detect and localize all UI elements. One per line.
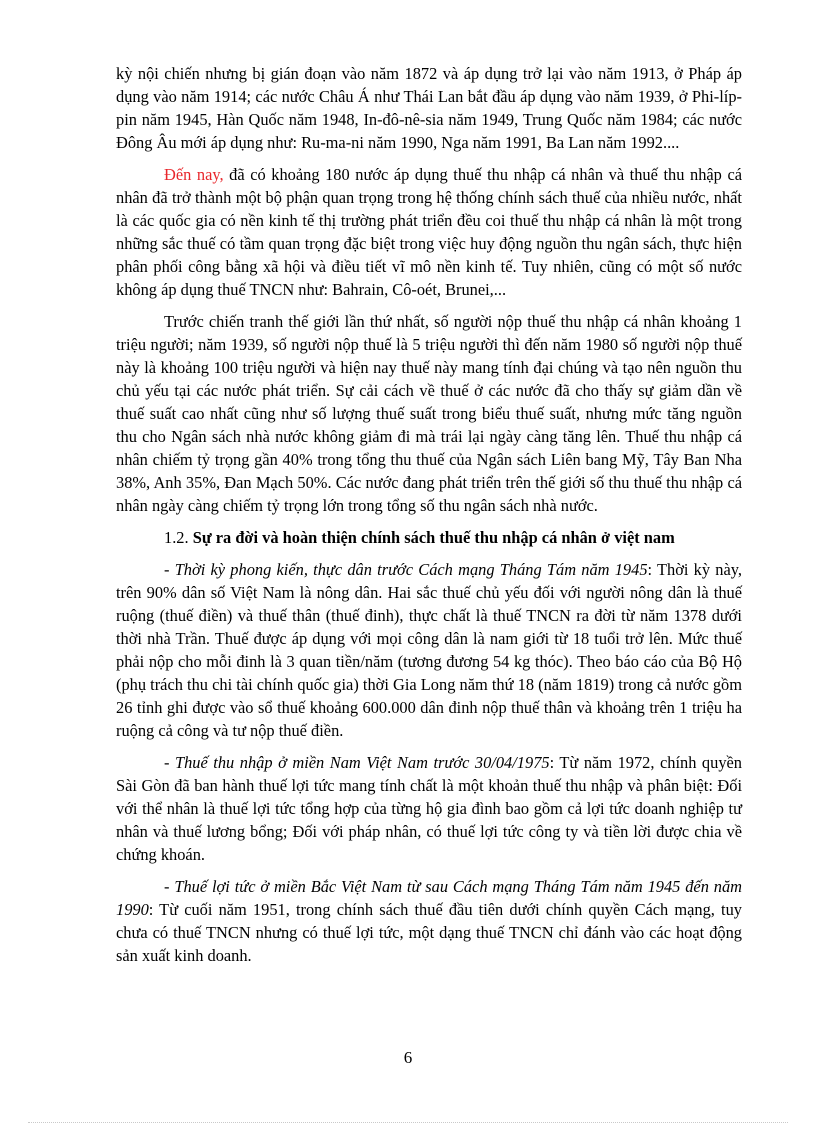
- item-text: : Thời kỳ này, trên 90% dân số Việt Nam là nông dân. Hai sắc thuế chủ yếu đối với người nông dân là thuế ruộng (thuế điền) và thuế thân (thuế đinh), thực chất là thuế TNCN ra đời từ năm 1378 dưới thời nhà Trần. Thuế được áp dụng với mọi công dân là nam giới từ 18 tuổi trở lên. Mức thuế phải nộp cho mỗi đinh là 3 quan tiền/năm (tương đương 54 kg thóc). Theo báo cáo của Bộ Hộ (phụ trách thu chi tài chính quốc gia) thời Gia Long năm thứ 18 (năm 1819) trong cả nước gồm 26 tỉnh ghi được vào sổ thuế khoảng 600.000 dân đinh nộp thuế thân và khoảng trên 1 triệu ha ruộng cả công và tư nộp thuế điền.: [116, 560, 742, 740]
- document-body: [116, 62, 742, 976]
- section-heading: [116, 526, 742, 549]
- section-number: 1.2.: [164, 528, 189, 547]
- page-number: 6: [403, 1048, 413, 1067]
- item-text: : Từ năm 1972, chính quyền Sài Gòn đã ban hành thuế lợi tức mang tính chất là một khoản thuế thu nhập và phân biệt: Đối với thể nhân là thuế lợi tức tổng hợp của từng hộ gia đình bao gồm cả lợi tức doanh nghiệp tư nhân và thuế lương bổng; Đối với pháp nhân, có thuế lợi tức công ty và tiền lời được chia về chứng khoán.: [116, 753, 742, 864]
- paragraph-3: Trước chiến tranh thế giới lần thứ nhất, số người nộp thuế thu nhập cá nhân khoảng 1 triệu người; năm 1939, số người nộp thuế là 5 triệu người thì đến năm 1980 số người nộp thuế này là khoảng 100 triệu người và hiện nay thuế này mang tính đại chúng và tạo nên nguồn thu chủ yếu tại các nước phát triển. Sự cải cách về thuế ở các nước đã cho thấy sự giảm dần về thuế suất cao nhất cũng như số lượng thuế suất trong biểu thuế suất, nhưng mức tăng nguồn thu cho Ngân sách nhà nước không giảm đi mà trái lại ngày càng tăng lên. Thuế thu nhập cá nhân chiếm tỷ trọng gần 40% trong tổng thu thuế của Ngân sách Liên bang Mỹ, Tây Ban Nha 38%, Anh 35%, Đan Mạch 50%. Các nước đang phát triển trên thế giới số thu thuế thu nhập cá nhân ngày càng chiếm tỷ trọng lớn trong tổng số thu ngân sách nhà nước.: [116, 312, 742, 515]
- item-lead: - Thuế lợi tức ở miền Bắc Việt Nam từ sau Cách mạng Tháng Tám năm 1945 đến năm 1990: [116, 877, 742, 919]
- list-item: [116, 558, 742, 742]
- section-title: Sự ra đời và hoàn thiện chính sách thuế thu nhập cá nhân ở việt nam: [192, 528, 675, 547]
- item-lead: - Thuế thu nhập ở miền Nam Việt Nam trước 30/04/1975: [164, 753, 550, 772]
- list-item: [116, 875, 742, 967]
- item-lead: - Thời kỳ phong kiến, thực dân trước Cách mạng Tháng Tám năm 1945: [164, 560, 648, 579]
- highlighted-lead: Đến nay,: [164, 165, 224, 184]
- paragraph-1: kỳ nội chiến nhưng bị gián đoạn vào năm 1872 và áp dụng trở lại vào năm 1913, ở Pháp áp dụng vào năm 1914; các nước Châu Á như Thái Lan bắt đầu áp dụng vào năm 1939, ở Phi-líp-pin năm 1945, Hàn Quốc năm 1948, In-đô-nê-sia năm 1949, Trung Quốc năm 1984; các nước Đông Âu mới áp dụng như: Ru-ma-ni năm 1990, Nga năm 1991, Ba Lan năm 1992....: [116, 64, 742, 152]
- item-text: : Từ cuối năm 1951, trong chính sách thuế đầu tiên dưới chính quyền Cách mạng, tuy chưa có thuế TNCN nhưng có thuế lợi tức, một dạng thuế TNCN chỉ đánh vào các hoạt động sản xuất kinh doanh.: [116, 900, 742, 965]
- paragraph-2: [116, 163, 742, 301]
- paragraph-2-text: đã có khoảng 180 nước áp dụng thuế thu nhập cá nhân và thuế thu nhập cá nhân đã trở thành một bộ phận quan trọng trong hệ thống chính sách thuế của nhiều nước, nhất là các quốc gia có nền kinh tế thị trường phát triển đều coi thuế thu nhập cá nhân là một trong những sắc thuế có tầm quan trọng đặc biệt trong việc huy động nguồn thu ngân sách, thực hiện phân phối công bằng xã hội và điều tiết vĩ mô nền kinh tế. Tuy nhiên, cũng có một số nước không áp dụng thuế TNCN như: Bahrain, Cô-oét, Brunei,...: [116, 165, 742, 299]
- list-item: [116, 751, 742, 866]
